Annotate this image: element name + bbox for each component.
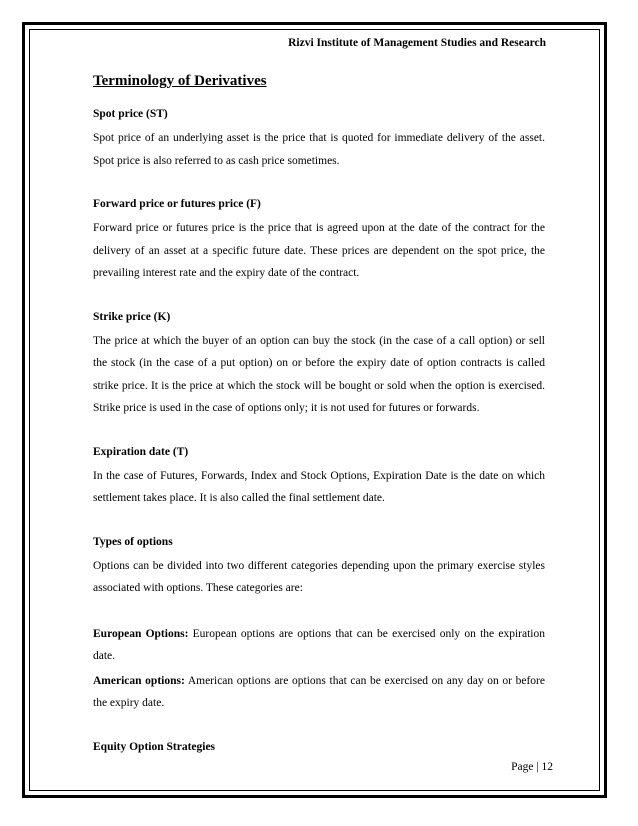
section-equity-option-strategies <box>93 738 545 756</box>
european-options-label: European Options: <box>93 627 189 640</box>
term-definition: The price at which the buyer of an option can buy the stock (in the case of a call option) or sell the stock (in the case of a put option) on or before the expiry date of option contracts is called strike price. It is the price at which the stock will be bought or sold when the option is exercised. Strike price is used in the case of options only; it is not used for futures or forwards. <box>93 334 545 414</box>
term-definition: Forward price or futures price is the price that is agreed upon at the date of the contract for the delivery of an asset at a specific future date. These prices are dependent on the spot price, the prevailing interest rate and the expiry date of the contract. <box>93 222 545 279</box>
term-definition: In the case of Futures, Forwards, Index and Stock Options, Expiration Date is the date on which settlement takes place. It is also called the final settlement date. <box>93 469 545 504</box>
american-options-paragraph <box>93 670 545 715</box>
term-heading: Spot price (ST) <box>93 108 168 120</box>
term-definition: Options can be divided into two different categories depending upon the primary exercise styles associated with options. These categories are: <box>93 559 545 594</box>
european-options-text: European options are options that can be exercised only on the expiration date. <box>93 627 545 662</box>
section-strike-price <box>93 308 545 420</box>
section-types-of-options <box>93 533 545 600</box>
european-options-paragraph <box>93 623 545 668</box>
american-options-label: American options: <box>93 674 185 687</box>
page-title: Terminology of Derivatives <box>93 73 267 89</box>
term-heading: Equity Option Strategies <box>93 740 216 753</box>
american-options-text: American options are options that can be exercised on any day on or before the expiry date. <box>93 674 545 709</box>
document-body <box>93 71 545 779</box>
page-number: Page | 12 <box>511 761 553 773</box>
term-heading: Strike price (K) <box>93 310 171 323</box>
section-spot-price <box>93 105 545 172</box>
term-definition: Spot price of an underlying asset is the price that is quoted for immediate delivery of the asset. Spot price is also referred to as cash price sometimes. <box>93 132 545 167</box>
page-header: Rizvi Institute of Management Studies and Research <box>288 37 546 49</box>
term-heading: Types of options <box>93 535 173 548</box>
section-expiration-date <box>93 443 545 510</box>
term-heading: Expiration date (T) <box>93 445 189 458</box>
section-option-styles <box>93 623 545 715</box>
section-forward-price <box>93 195 545 285</box>
term-heading: Forward price or futures price (F) <box>93 198 261 210</box>
